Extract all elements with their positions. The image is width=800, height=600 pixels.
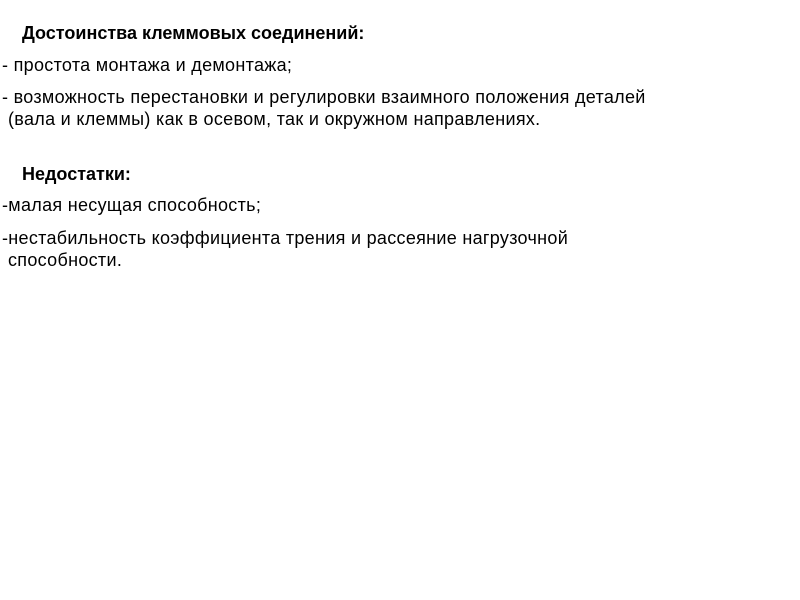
advantages-heading: Достоинства клеммовых соединений: <box>22 23 365 43</box>
advantage-item-text: - возможность перестановки и регулировки взаимного положения деталей <box>2 87 646 107</box>
disadvantages-heading: Недостатки: <box>22 164 131 184</box>
disadvantage-item-text-continued: способности. <box>8 250 123 270</box>
disadvantage-item <box>2 227 568 271</box>
disadvantage-item-text: -нестабильность коэффициента трения и рассеяние нагрузочной <box>2 228 569 248</box>
advantage-item <box>2 86 646 130</box>
advantage-item <box>2 54 292 76</box>
disadvantage-item-text: -малая несущая способность; <box>2 195 262 215</box>
advantage-item-text: - простота монтажа и демонтажа; <box>2 55 293 75</box>
advantage-item-text-continued: (вала и клеммы) как в осевом, так и окружном направлениях. <box>8 109 541 129</box>
disadvantage-item <box>2 194 261 216</box>
